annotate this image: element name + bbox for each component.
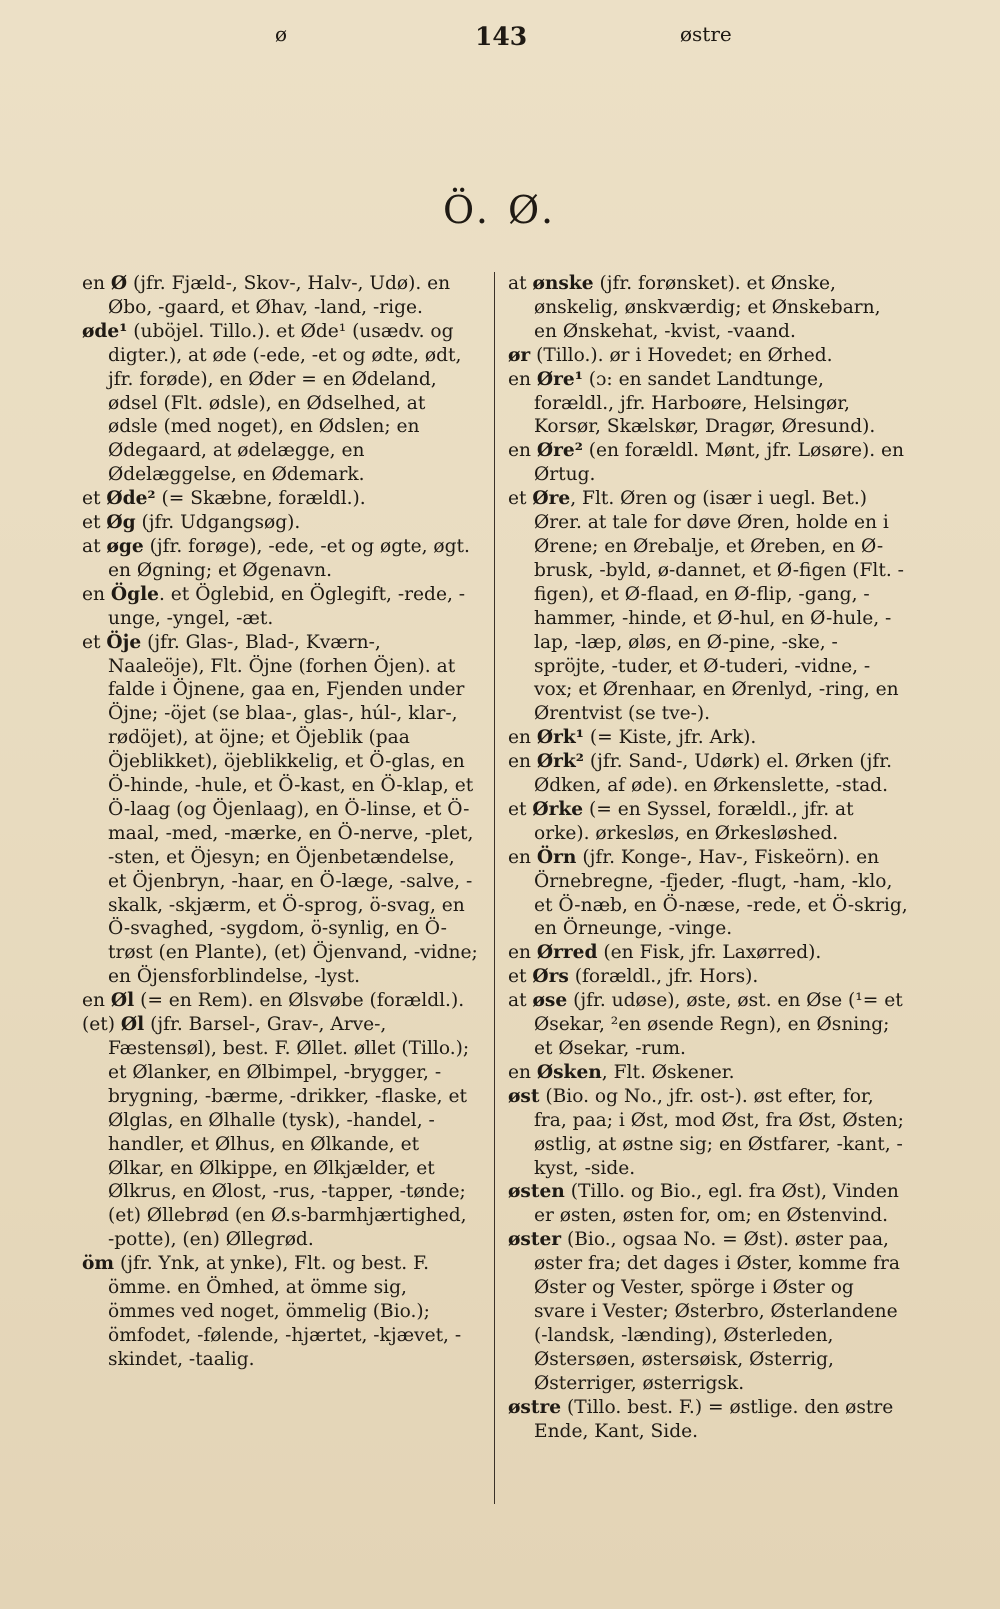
dictionary-entry [508,487,908,726]
entry-article: at [508,273,533,294]
entry-headword: Ørred [536,942,598,964]
entry-definition: (jfr. Fjæld-, Skov-, Halv-, Udø). en Øbo, -gaard, et Øhav, -land, -rige. [108,273,451,318]
dictionary-entry [508,1180,908,1228]
entry-definition: (forældl., jfr. Hors). [568,966,759,988]
entry-article: et [508,966,533,988]
entry-definition: (Bio. og No., jfr. ost-). øst efter, for, fra, paa; i Øst, mod Øst, fra Øst, Østen; østlig, at østne sig; en Østfarer, -kant, -kyst, -side. [534,1085,904,1179]
dictionary-entry [508,798,908,846]
entry-definition: (= Kiste, jfr. Ark). [583,727,757,749]
entry-definition: . et Öglebid, en Öglegift, -rede, -unge, -yngel, -æt. [108,583,466,629]
dictionary-entry [508,1061,908,1085]
entry-article: en [508,1061,537,1083]
entry-headword: Ørk¹ [536,727,584,749]
right-column [508,272,908,1443]
entry-article: at [508,990,533,1012]
entry-headword: ør [508,344,531,366]
entry-headword: øse [532,990,568,1012]
entry-article: (et) [82,1014,121,1036]
entry-headword: Øre² [536,440,583,462]
entry-definition: (= en Rem). en Ølsvøbe (forældl.). [134,990,465,1012]
entry-headword: Øde² [106,488,156,510]
dictionary-entry [82,320,478,487]
dictionary-entry [82,989,478,1013]
dictionary-entry [508,846,908,942]
entry-article: at [82,535,107,557]
column-divider [494,272,495,1504]
entry-headword: Ørs [532,966,569,988]
dictionary-entry [82,535,478,583]
dictionary-entry [508,439,908,487]
left-column [82,272,478,1372]
entry-definition: (jfr. Glas-, Blad-, Kværn-, Naaleöje), Flt. Öjne (forhen Öjen). at falde i Öjnene, gaa en, Fjenden under Öjne; -öjet (se blaa-, glas-, húl-, klar-, rødöjet), at öjne; et Öjeblik (paa Öjeblikket), öjeblikkelig, et Ö-glas, en Ö-hinde, -hule, et Ö-kast, en Ö-klap, et Ö-laag (og Öjenlaag), en Ö-linse, et Ö-maal, -med, -mærke, en Ö-nerve, -plet, -sten, et Öjesyn; en Öjenbetændelse, et Öjenbryn, -haar, en Ö-læge, -salve, -skalk, -skjærm, et Ö-sprog, ö-svag, en Ö-svaghed, -sygdom, ö-synlig, en Ö-trøst (en Plante), (et) Öjenvand, -vidne; en Öjensforblindelse, -lyst. [108,631,478,988]
entry-article: en [82,583,111,605]
dictionary-entry [508,1228,908,1395]
section-title: Ö. Ø. [442,188,558,232]
entry-headword: Ørk² [536,751,584,773]
entry-headword: Ørke [532,798,584,820]
entry-headword: Öje [106,631,142,653]
entry-definition: (jfr. Ynk, at ynke), Flt. og best. F. ömme. en Ömhed, at ömme sig, ömmes ved noget, ömmelig (Bio.); ömfodet, -følende, -hjærtet, -kjævet, -skindet, -taalig. [108,1253,462,1370]
entry-headword: Ögle [110,583,159,605]
entry-headword: østre [508,1396,562,1418]
dictionary-entry [508,941,908,965]
entry-headword: öm [82,1253,115,1275]
entry-definition: (jfr. forønsket). et Ønske, ønskelig, ønskværdig; et Ønskebarn, en Ønskehat, -kvist, -vaand. [534,273,881,342]
dictionary-entry [82,511,478,535]
dictionary-entry [508,272,908,344]
entry-definition: (Tillo. og Bio., egl. fra Øst), Vinden er østen, østen for, om; en Østenvind. [534,1181,899,1227]
entry-article: en [508,368,537,390]
entry-article: et [82,631,107,653]
entry-article: en [82,990,111,1012]
entry-definition: (jfr. forøge), -ede, -et og øgte, øgt. en Øgning; et Øgenavn. [108,535,470,581]
header-left-guideword: ø [275,22,288,46]
entry-definition: (jfr. udøse), øste, øst. en Øse (¹= et Øsekar, ²en øsende Regn), en Øsning; et Øsekar, -rum. [534,990,903,1059]
entry-article: en [508,751,537,773]
entry-article: en [508,440,537,462]
entry-headword: øge [106,535,144,557]
page-header [0,22,1000,62]
dictionary-entry [508,750,908,798]
dictionary-entry [82,583,478,631]
entry-article: en [508,727,537,749]
entry-headword: Øsken [536,1061,602,1083]
dictionary-entry [508,1396,908,1444]
entry-headword: øster [508,1229,562,1251]
dictionary-entry [508,726,908,750]
entry-headword: østen [508,1181,565,1203]
entry-headword: øde¹ [82,320,128,342]
entry-definition: (en Fisk, jfr. Laxørred). [597,942,822,964]
entry-headword: Øre [532,488,571,510]
entry-headword: Ø [110,273,128,294]
entry-definition: (jfr. Sand-, Udørk) el. Ørken (jfr. Ødken, af øde). en Ørkenslette, -stad. [534,751,893,797]
entry-definition: (Tillo. best. F.) = østlige. den østre Ende, Kant, Side. [534,1396,894,1442]
entry-definition: (jfr. Konge-, Hav-, Fiskeörn). en Örnebregne, -fjeder, -flugt, -ham, -klo, et Ö-næb, en Ö-næse, -rede, et Ö-skrig, en Örneunge, -vinge. [534,846,908,940]
dictionary-entry [508,1085,908,1181]
dictionary-entry [82,272,478,320]
dictionary-entry [508,368,908,440]
page-number: 143 [475,22,528,51]
dictionary-entry [508,965,908,989]
entry-headword: ønske [532,273,594,294]
entry-article: en [82,273,111,294]
entry-headword: Øre¹ [536,368,583,390]
entry-definition: (Tillo.). ør i Hovedet; en Ørhed. [530,344,833,366]
entry-headword: Øl [110,990,135,1012]
entry-definition: (= Skæbne, forældl.). [155,488,366,510]
entry-definition: (jfr. Barsel-, Grav-, Arve-, Fæstensøl), best. F. Øllet. øllet (Tillo.); et Ølanker, en Ølbimpel, -brygger, -brygning, -bærme, -drikker, -flaske, et Ølglas, en Ølhalle (tysk), -handel, -handler, et Ølhus, en Ølkande, et Ølkar, en Ølkippe, en Ølkjælder, et Ølkrus, en Ølost, -rus, -tapper, -tønde; (et) Øllebrød (en Ø.s-barmhjærtighed, -potte), (en) Øllegrød. [108,1014,470,1251]
entry-definition: (en forældl. Mønt, jfr. Løsøre). en Ørtug. [534,440,905,486]
dictionary-entry [82,1252,478,1372]
entry-article: et [82,512,107,534]
entry-article: et [508,798,533,820]
dictionary-entry [82,1013,478,1252]
entry-article: et [508,488,533,510]
header-right-guideword: østre [680,22,732,46]
entry-definition: (ɔ: en sandet Landtunge, forældl., jfr. Harboøre, Helsingør, Korsør, Skælskør, Dragør, Øresund). [534,368,876,438]
dictionary-entry [508,989,908,1061]
entry-definition: (jfr. Udgangsøg). [135,512,301,534]
entry-definition: (uböjel. Tillo.). et Øde¹ (usædv. og digter.), at øde (-ede, -et og ødte, ødt, jfr. forøde), en Øder = en Ødeland, ødsel (Flt. ødsle), en Ødselhed, at ødsle (med noget), en Ødslen; en Ødegaard, at ødelægge, en Ødelæggelse, en Ødemark. [108,320,462,486]
entry-headword: Øg [106,512,136,534]
entry-definition: (Bio., ogsaa No. = Øst). øster paa, øster fra; det dages i Øster, komme fra Øster og Vester, spörge i Øster og svare i Vester; Østerbro, Østerlandene (-landsk, -lænding), Østerleden, Østersøen, østersøisk, Østerrig, Østerriger, østerrigsk. [534,1229,900,1394]
dictionary-entry [508,344,908,368]
entry-article: en [508,846,537,868]
entry-headword: Øl [120,1014,145,1036]
entry-headword: Örn [536,846,577,868]
entry-definition: (= en Syssel, forældl., jfr. at orke). ørkesløs, en Ørkesløshed. [534,798,854,844]
entry-article: en [508,942,537,964]
entry-article: et [82,488,107,510]
dictionary-entry [82,487,478,511]
entry-headword: øst [508,1085,540,1107]
dictionary-entry [82,631,478,990]
entry-definition: , Flt. Øskener. [601,1061,735,1083]
entry-definition: , Flt. Øren og (især i uegl. Bet.) Ører. at tale for døve Øren, holde en i Ørene; en Ørebalje, et Øreben, en Ø-brusk, -byld, ø-dannet, et Ø-figen (Flt. -figen), et Ø-flaad, en Ø-flip, -gang, -hammer, -hinde, et Ø-hul, en Ø-hule, -lap, -læp, øløs, en Ø-pine, -ske, -spröjte, -tuder, et Ø-tuderi, -vidne, -vox; et Ørenhaar, en Ørenlyd, -ring, en Ørentvist (se tve-). [534,488,904,725]
